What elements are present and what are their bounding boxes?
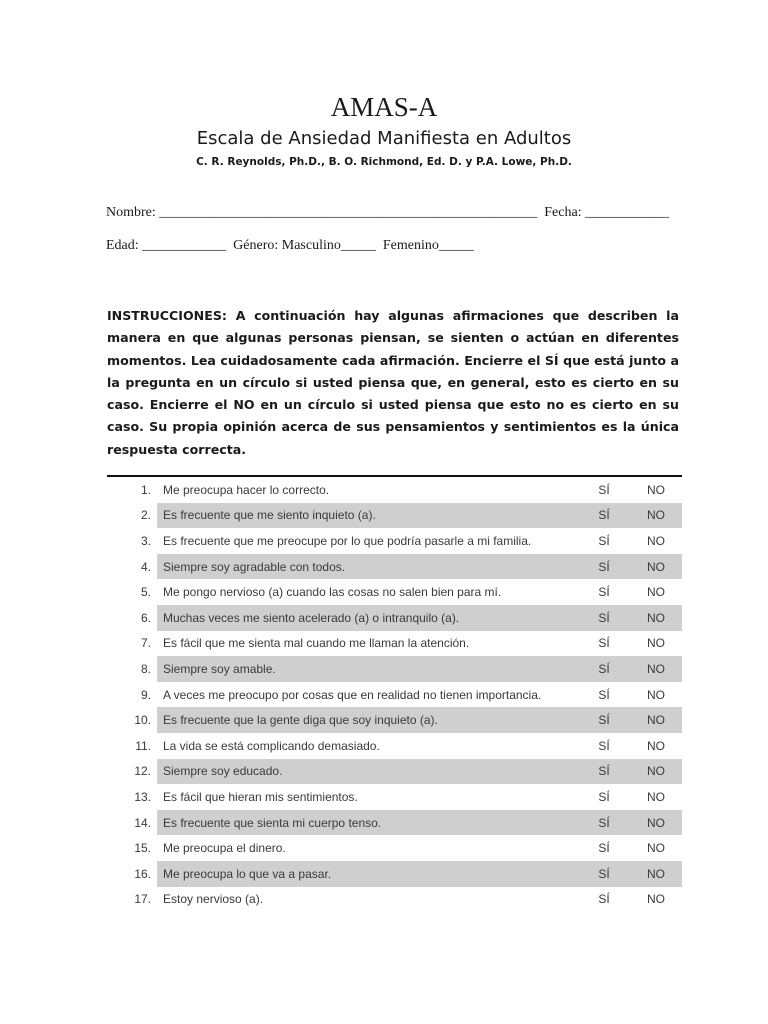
table-row (107, 861, 682, 887)
item-number: 12. (134, 764, 151, 779)
answer-si-option[interactable]: SÍ (578, 605, 630, 631)
item-statement: Es frecuente que sienta mi cuerpo tenso. (157, 810, 578, 836)
item-number: 13. (134, 789, 151, 804)
item-statement: Estoy nervioso (a). (163, 892, 264, 907)
document-subtitle: Escala de Ansiedad Manifiesta en Adultos (196, 128, 572, 149)
table-row (107, 810, 682, 836)
answer-si-option[interactable]: SÍ (598, 789, 610, 804)
item-statement: Siempre soy amable. (157, 656, 578, 682)
item-statement: A veces me preocupo por cosas que en realidad no tienen importancia. (163, 687, 542, 702)
item-number: 5. (140, 585, 151, 600)
item-number: 3. (140, 533, 151, 548)
table-row (107, 631, 682, 657)
instructions-part1: A continuación hay algunas afirmaciones que describen la manera en que algunas personas piensan, se sienten o actúan en diferentes momentos. Lea cuidadosamente cada afirmación. Encierre el (107, 308, 679, 368)
answer-si-option[interactable]: SÍ (578, 707, 630, 733)
answer-no-option[interactable]: NO (630, 707, 682, 733)
answer-no-option[interactable]: NO (647, 841, 665, 856)
table-row (107, 759, 682, 785)
answer-no-option[interactable]: NO (647, 482, 665, 497)
item-number: 15. (134, 841, 151, 856)
item-statement: Me preocupa lo que va a pasar. (157, 861, 578, 887)
item-number: 9. (140, 687, 151, 702)
answer-si-option[interactable]: SÍ (598, 533, 610, 548)
answer-no-option[interactable]: NO (630, 861, 682, 887)
item-statement: Muchas veces me siento acelerado (a) o intranquilo (a). (157, 605, 578, 631)
item-number: 16. (134, 866, 151, 881)
instructions-no-keyword: NO (233, 397, 255, 413)
answer-no-option[interactable]: NO (630, 605, 682, 631)
item-number: 8. (140, 661, 151, 676)
item-statement: Me preocupa hacer lo correcto. (163, 482, 330, 497)
instructions-paragraph (107, 305, 679, 461)
item-number: 10. (134, 713, 151, 728)
table-row (107, 554, 682, 580)
answer-no-option[interactable]: NO (647, 687, 665, 702)
answer-si-option[interactable]: SÍ (598, 841, 610, 856)
table-row (107, 528, 682, 554)
answer-si-option[interactable]: SÍ (598, 482, 610, 497)
table-row (107, 784, 682, 810)
item-number: 6. (140, 610, 151, 625)
answer-no-option[interactable]: NO (630, 759, 682, 785)
instructions-part2: que está junto a la pregunta en un círculo si usted piensa que, en general, esto es cierto en su caso. Encierre el (107, 352, 679, 413)
item-statement: Me pongo nervioso (a) cuando las cosas no salen bien para mí. (163, 585, 502, 600)
age-gender-line[interactable]: Edad: ____________ Género: Masculino_____ Femenino_____ (106, 238, 474, 253)
table-row (107, 707, 682, 733)
item-statement: Es fácil que me sienta mal cuando me llaman la atención. (163, 636, 470, 651)
item-number: 17. (134, 892, 151, 907)
answer-no-option[interactable]: NO (647, 585, 665, 600)
document-title: AMAS-A (330, 92, 438, 122)
answer-si-option[interactable]: SÍ (598, 585, 610, 600)
table-row (107, 503, 682, 529)
answer-si-option[interactable]: SÍ (578, 503, 630, 529)
item-number: 14. (134, 815, 151, 830)
answer-si-option[interactable]: SÍ (578, 810, 630, 836)
questionnaire-table (107, 475, 682, 912)
answer-no-option[interactable]: NO (630, 656, 682, 682)
item-number: 11. (135, 738, 151, 753)
table-row (107, 579, 682, 605)
item-number: 7. (140, 636, 151, 651)
answer-no-option[interactable]: NO (647, 892, 665, 907)
item-statement: Es fácil que hieran mis sentimientos. (163, 789, 358, 804)
item-statement: Es frecuente que me siento inquieto (a). (157, 503, 578, 529)
item-number: 2. (140, 508, 151, 523)
answer-no-option[interactable]: NO (647, 533, 665, 548)
table-row (107, 733, 682, 759)
instructions-si-keyword: SÍ (544, 352, 559, 368)
answer-no-option[interactable]: NO (647, 738, 665, 753)
answer-si-option[interactable]: SÍ (598, 738, 610, 753)
table-row (107, 605, 682, 631)
document-authors: C. R. Reynolds, Ph.D., B. O. Richmond, Ed. D. y P.A. Lowe, Ph.D. (196, 156, 572, 168)
name-date-line[interactable]: Nombre: ______________________________________________________ Fecha: ____________ (106, 205, 670, 220)
item-statement: Siempre soy educado. (157, 759, 578, 785)
item-statement: Es frecuente que la gente diga que soy inquieto (a). (157, 707, 578, 733)
instructions-part3: en un círculo si usted piensa que esto no es cierto en su caso. Su propia opinión acerca de sus pensamientos y sentimientos es la única respuesta correcta. (107, 397, 679, 457)
answer-si-option[interactable]: SÍ (578, 759, 630, 785)
instructions-lead: INSTRUCCIONES: (107, 308, 227, 323)
item-statement: La vida se está complicando demasiado. (163, 738, 380, 753)
answer-no-option[interactable]: NO (647, 789, 665, 804)
item-statement: Siempre soy agradable con todos. (157, 554, 578, 580)
table-row (107, 835, 682, 861)
answer-si-option[interactable]: SÍ (578, 554, 630, 580)
answer-si-option[interactable]: SÍ (598, 687, 610, 702)
item-number: 4. (140, 559, 151, 574)
item-statement: Es frecuente que me preocupe por lo que podría pasarle a mi familia. (163, 533, 532, 548)
answer-si-option[interactable]: SÍ (578, 656, 630, 682)
answer-no-option[interactable]: NO (630, 810, 682, 836)
answer-no-option[interactable]: NO (647, 636, 665, 651)
answer-si-option[interactable]: SÍ (598, 892, 610, 907)
answer-si-option[interactable]: SÍ (578, 861, 630, 887)
answer-no-option[interactable]: NO (630, 503, 682, 529)
item-number: 1. (140, 482, 151, 497)
table-row (107, 477, 682, 503)
table-row (107, 682, 682, 708)
answer-no-option[interactable]: NO (630, 554, 682, 580)
answer-si-option[interactable]: SÍ (598, 636, 610, 651)
table-row (107, 656, 682, 682)
table-row (107, 887, 682, 913)
item-statement: Me preocupa el dinero. (163, 841, 286, 856)
